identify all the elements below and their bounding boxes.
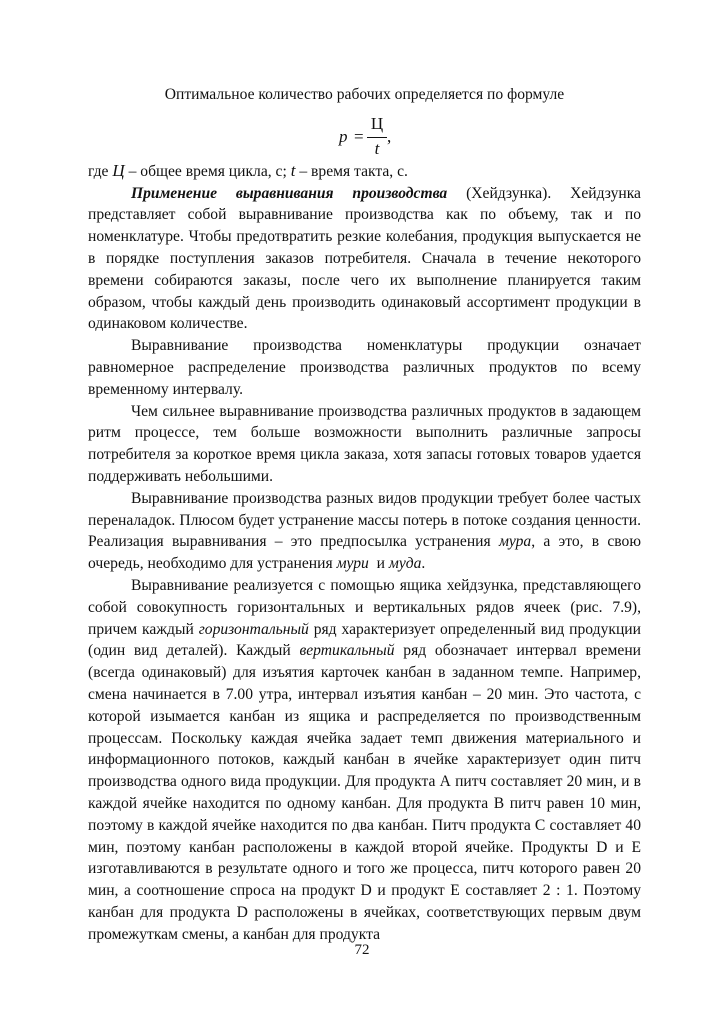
paragraph-changeovers (88, 488, 641, 575)
formula-comma: , (387, 126, 392, 146)
paragraph-text: , а это, в свою очередь, необходимо для устранения (88, 533, 641, 573)
term-muda: муда (388, 555, 422, 573)
term-horizontal: горизонтальный (198, 620, 309, 638)
paragraph-text: Выравнивание производства разных видов продукции требует более частых переналадок. Плюсом будет устранение массы потерь в потоке создания ценности. Реализация выравнивания – это предпосылка устранения (88, 489, 641, 551)
section-heading: Применение выравнивания производства (131, 184, 448, 202)
paragraph-text: ряд обозначает интервал времени (всегда одинаковый) для изъятия карточек канбан в заданном темпе. Например, смена начинается в 7.00 утра, интервал изъятия канбан – 20 мин. Это частота, с которой изымается канбан из ящика и распределяется по производственным процессам. Поскольку каждая ячейка задает темп движения материального и информационного потоков, каждый канбан в ячейке характеризует один питч производства одного вида продукции. Для продукта А питч составляет 20 мин, и в каждой ячейке находится по одному канбан. Для продукта В питч равен 10 мин, поэтому в каждой ячейке находится по два канбан. Питч продукта С составляет 40 мин, поэтому канбан расположены в каждой второй ячейке. Продукты D и E изготавливаются в результате одного и того же процесса, питч которого равен 20 мин, а соотношение спроса на продукт D и продукт E составляет 2 : 1. Поэтому канбан для продукта D расположены в ячейках, соответствующих первым двум промежуткам смены, а канбан для продукта (88, 642, 642, 943)
formula-intro: Оптимальное количество рабочих определяется по формуле (164, 86, 565, 103)
formula-denominator: t (374, 138, 380, 158)
formula-lhs: p (339, 126, 348, 146)
formula-legend (88, 160, 641, 183)
paragraph-leveling-effect: Чем сильнее выравнивание производства различных продуктов в задающем ритм процессе, тем больше возможности выполнить различные запросы потребителя за короткое время цикла заказа, хотя запасы готовых товаров удается поддерживать небольшими. (88, 402, 641, 485)
page-body (88, 84, 641, 945)
legend-text-cycle: – общее время цикла, с; (128, 162, 287, 180)
term-vertical: вертикальный (299, 642, 395, 660)
term-mura: мура (498, 533, 532, 551)
paragraph-heijunka-box (88, 575, 641, 946)
formula (88, 108, 641, 160)
term-muri: мури (336, 555, 369, 573)
paragraph-text: ряд характеризует определенный вид продукции (один вид деталей). Каждый (88, 620, 641, 660)
legend-text-takt: – время такта, с. (299, 162, 408, 180)
formula-equals: = (354, 126, 364, 146)
legend-prefix: где (88, 162, 109, 180)
paragraph-text: Выравнивание реализуется с помощью ящика хейдзунка, представляющего собой совокупность горизонтальных и вертикальных рядов ячеек (рис. 7.9), причем каждый (88, 576, 641, 638)
formula-numerator: Ц (370, 113, 384, 133)
paragraph-nomenclature: Выравнивание производства номенклатуры продукции означает равномерное распределение производства различных продуктов по всему временному интервалу. (88, 337, 641, 398)
page-number: 72 (354, 942, 370, 958)
legend-symbol-cycle: Ц (112, 160, 125, 180)
paragraph-text: (Хейдзунка). Хейдзунка представляет собой выравнивание производства как по объему, так и по номенклатуре. Чтобы предотвратить резкие колебания, продукция выпускается не в порядке поступления заказов потребителя. Сначала в течение некоторого времени собираются заказы, после чего их выполнение планируется таким образом, чтобы каждый день производить одинаковый ассортимент продукции в одинаковом количестве. (88, 184, 641, 333)
paragraph-text: . (421, 555, 426, 573)
paragraph-text: и (376, 555, 385, 573)
legend-symbol-takt: t (290, 160, 296, 180)
paragraph-heijunka (88, 183, 641, 336)
